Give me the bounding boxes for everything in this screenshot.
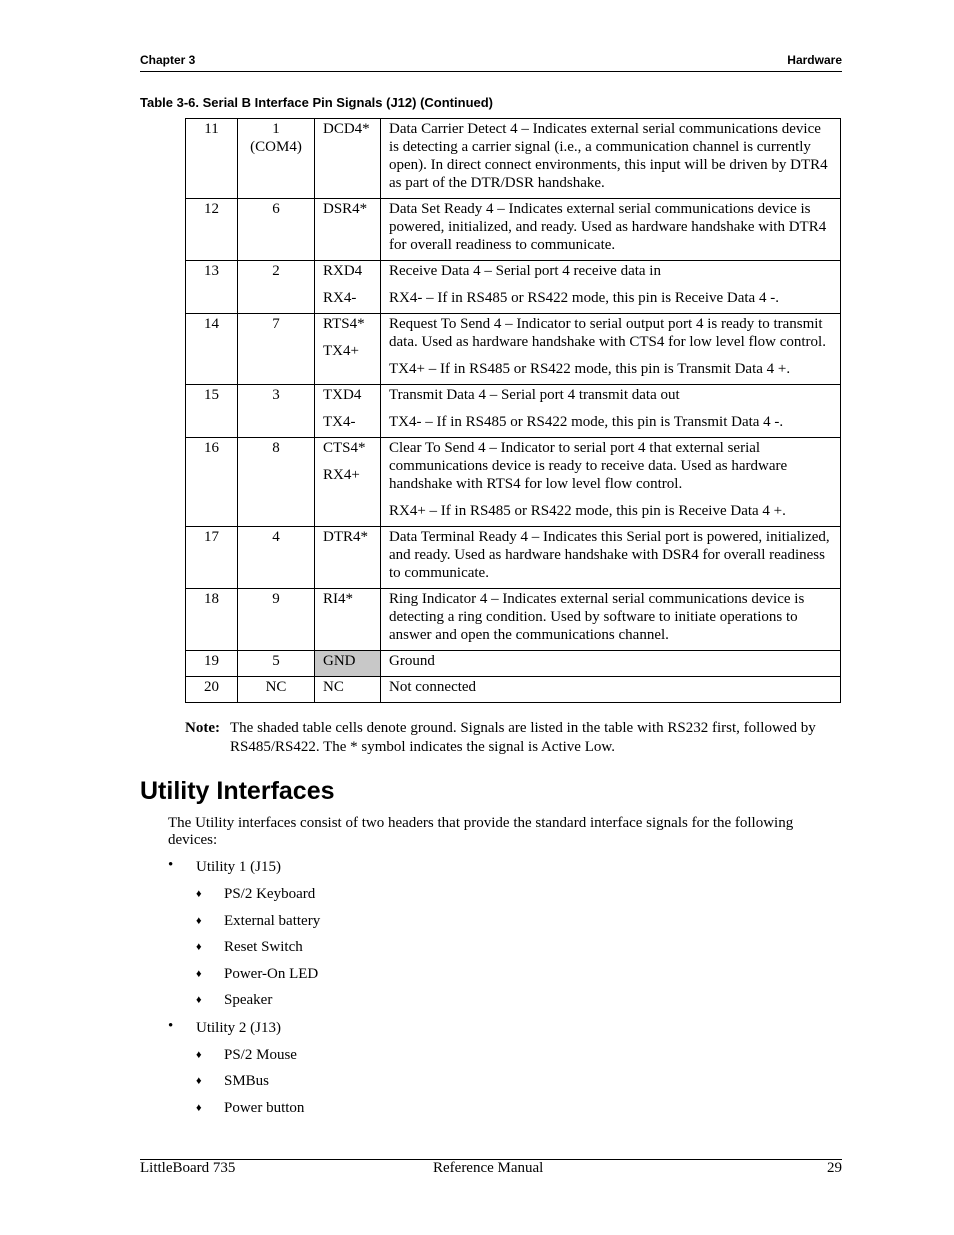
com-pin-cell (238, 119, 315, 199)
description-cell (381, 385, 841, 438)
section-title: Utility Interfaces (140, 777, 335, 805)
alt-signal-name: RX4- (323, 290, 357, 306)
com-pin-number: 1 (272, 121, 280, 137)
table-note (185, 719, 845, 757)
com-pin-cell (238, 651, 315, 677)
signal-name: GND (323, 653, 356, 669)
pin-cell (186, 314, 238, 385)
footer-manual: Reference Manual (433, 1160, 544, 1176)
alt-signal-description: RX4- – If in RS485 or RS422 mode, this pin is Receive Data 4 -. (389, 290, 779, 306)
pin-number: 13 (204, 263, 219, 279)
alt-signal-name: RX4+ (323, 467, 360, 483)
signal-name: DTR4* (323, 529, 368, 545)
table-row (186, 438, 841, 527)
com-pin-cell (238, 527, 315, 589)
footer-product: LittleBoard 735 (140, 1160, 236, 1176)
list-item-label: SMBus (224, 1073, 270, 1089)
alt-signal-description: TX4- – If in RS485 or RS422 mode, this pin is Transmit Data 4 -. (389, 414, 784, 430)
pin-number: 17 (204, 529, 219, 545)
pin-cell (186, 261, 238, 314)
pin-cell (186, 527, 238, 589)
bullet-label: Utility 2 (J13) (196, 1020, 281, 1036)
signal-name: RXD4 (323, 263, 363, 279)
table-row (186, 527, 841, 589)
signal-cell (315, 589, 381, 651)
signal-name: NC (323, 679, 344, 695)
signal-cell (315, 651, 381, 677)
signal-description: Request To Send 4 – Indicator to serial output port 4 is ready to transmit data. Used as hardware handshake with CTS4 for low level flow control. (389, 316, 826, 350)
com-pin-cell (238, 589, 315, 651)
diamond-bullet-icon: ♦ (196, 888, 202, 900)
signal-cell (315, 527, 381, 589)
com-pin-cell (238, 438, 315, 527)
pin-cell (186, 438, 238, 527)
signal-description: Ground (389, 653, 435, 669)
signal-name: RI4* (323, 591, 353, 607)
signal-description: Not connected (389, 679, 477, 695)
diamond-bullet-icon: ♦ (196, 1102, 202, 1114)
signal-description: Transmit Data 4 – Serial port 4 transmit data out (389, 387, 680, 403)
list-item-label: External battery (224, 913, 321, 929)
pin-number: 19 (204, 653, 219, 669)
table-caption: Table 3-6. Serial B Interface Pin Signals (J12) (Continued) (140, 95, 494, 110)
table-row (186, 385, 841, 438)
pin-cell (186, 651, 238, 677)
signal-name: RTS4* (323, 316, 365, 332)
description-cell (381, 651, 841, 677)
signal-description: Data Terminal Ready 4 – Indicates this Serial port is powered, initialized, and ready. Used as hardware handshake with DSR4 for overall readiness to communicate. (389, 529, 830, 581)
signal-cell (315, 199, 381, 261)
diamond-bullet-icon: ♦ (196, 941, 202, 953)
com-pin-cell (238, 677, 315, 703)
bullet-icon: • (168, 1018, 174, 1034)
alt-signal-description: TX4+ – If in RS485 or RS422 mode, this pin is Transmit Data 4 +. (389, 361, 791, 377)
signal-cell (315, 385, 381, 438)
pin-signal-table (185, 118, 841, 703)
table-row (186, 261, 841, 314)
description-cell (381, 119, 841, 199)
signal-cell (315, 261, 381, 314)
com-pin-number: 4 (272, 529, 280, 545)
diamond-bullet-icon: ♦ (196, 915, 202, 927)
pin-cell (186, 589, 238, 651)
pin-number: 11 (204, 121, 219, 137)
diamond-bullet-icon: ♦ (196, 1049, 202, 1061)
signal-cell (315, 314, 381, 385)
description-cell (381, 438, 841, 527)
com-pin-number: 7 (272, 316, 280, 332)
signal-cell (315, 438, 381, 527)
com-pin-number: 2 (272, 263, 280, 279)
list-item-label: Power-On LED (224, 966, 319, 982)
list-item-label: Reset Switch (224, 939, 303, 955)
com-pin-cell (238, 199, 315, 261)
pin-number: 16 (204, 440, 219, 456)
bullet-label: Utility 1 (J15) (196, 859, 281, 875)
pin-cell (186, 199, 238, 261)
pin-cell (186, 385, 238, 438)
description-cell (381, 527, 841, 589)
com-pin-number: NC (265, 679, 287, 695)
pin-table-body (186, 119, 841, 703)
signal-cell (315, 677, 381, 703)
table-row (186, 119, 841, 199)
signal-name: CTS4* (323, 440, 366, 456)
pin-number: 18 (204, 591, 219, 607)
signal-cell (315, 119, 381, 199)
table-row (186, 199, 841, 261)
com-pin-cell (238, 314, 315, 385)
alt-signal-name: TX4+ (323, 343, 359, 359)
com-pin-number: 8 (272, 440, 280, 456)
pin-cell (186, 677, 238, 703)
pin-cell (186, 119, 238, 199)
diamond-bullet-icon: ♦ (196, 994, 202, 1006)
signal-description: Receive Data 4 – Serial port 4 receive data in (389, 263, 661, 279)
list-item-label: Power button (224, 1100, 305, 1116)
alt-signal-name: TX4- (323, 414, 356, 430)
com-pin-cell (238, 385, 315, 438)
signal-name: TXD4 (323, 387, 362, 403)
description-cell (381, 199, 841, 261)
page-number: 29 (827, 1160, 842, 1176)
pin-number: 15 (204, 387, 219, 403)
list-item-label: PS/2 Keyboard (224, 886, 316, 902)
signal-name: DSR4* (323, 201, 368, 217)
pin-number: 12 (204, 201, 219, 217)
table-row (186, 651, 841, 677)
diamond-bullet-icon: ♦ (196, 1075, 202, 1087)
description-cell (381, 314, 841, 385)
signal-description: Clear To Send 4 – Indicator to serial port 4 that external serial communications device is ready to receive data. Used as hardware handshake with RTS4 for low level flow control. (389, 440, 788, 492)
signal-description: Data Carrier Detect 4 – Indicates external serial communications device is detecting a carrier signal (i.e., a communication channel is currently open). In direct connect environments, this input will be driven by DTR4 as part of the DTR/DSR handshake. (389, 121, 828, 191)
pin-number: 14 (204, 316, 219, 332)
note-text: The shaded table cells denote ground. Signals are listed in the table with RS232 first, followed by RS485/RS422. The * symbol indicates the signal is Active Low. (230, 720, 816, 755)
com-pin-number: 6 (272, 201, 280, 217)
pin-number: 20 (204, 679, 219, 695)
note-label: Note: (185, 720, 220, 736)
com-pin-number: 5 (272, 653, 280, 669)
com-pin-number: 3 (272, 387, 280, 403)
table-row (186, 314, 841, 385)
description-cell (381, 677, 841, 703)
list-item-label: Speaker (224, 992, 273, 1008)
list-item-label: PS/2 Mouse (224, 1047, 297, 1063)
section-label: Hardware (787, 53, 842, 67)
com-pin-number: 9 (272, 591, 280, 607)
table-row (186, 589, 841, 651)
description-cell (381, 589, 841, 651)
section-intro: The Utility interfaces consist of two headers that provide the standard interface signals for the following devices: (168, 815, 794, 848)
signal-description: Ring Indicator 4 – Indicates external serial communications device is detecting a ring condition. Used by software to initiate operations to answer and open the communications channel. (389, 591, 805, 643)
chapter-label: Chapter 3 (140, 53, 196, 67)
diamond-bullet-icon: ♦ (196, 968, 202, 980)
bullet-icon: • (168, 857, 174, 873)
table-row (186, 677, 841, 703)
com-pin-cell (238, 261, 315, 314)
signal-name: DCD4* (323, 121, 370, 137)
header-rule (140, 71, 842, 72)
signal-description: Data Set Ready 4 – Indicates external serial communications device is powered, initialized, and ready. Used as hardware handshake with DTR4 for overall readiness to communicate. (389, 201, 827, 253)
alt-signal-description: RX4+ – If in RS485 or RS422 mode, this pin is Receive Data 4 +. (389, 503, 786, 519)
description-cell (381, 261, 841, 314)
com-port-label: (COM4) (250, 139, 302, 155)
